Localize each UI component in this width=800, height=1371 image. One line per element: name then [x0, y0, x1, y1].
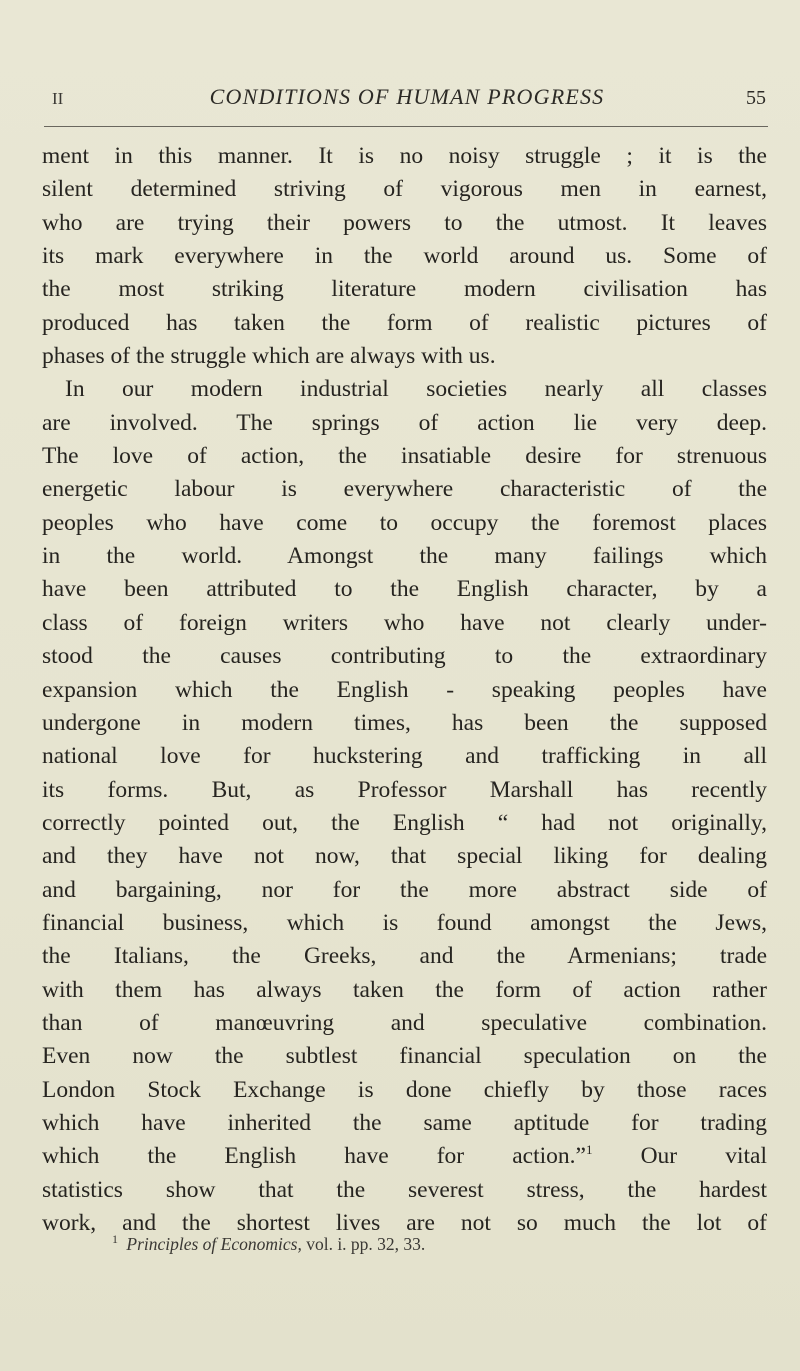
text-fragment: which the English have for action.”	[42, 1143, 586, 1170]
page-header	[42, 76, 772, 116]
text-line: silent determined striving of vigorous men in earnest,	[42, 176, 767, 203]
text-line: stood the causes contributing to the extraordinary	[42, 643, 767, 670]
text-line: have been attributed to the English character, by a	[42, 576, 767, 603]
text-line: who are trying their powers to the utmost. It leaves	[42, 209, 767, 236]
text-line: class of foreign writers who have not clearly under-	[42, 609, 767, 636]
text-line: ment in this manner. It is no noisy struggle ; it is the	[42, 143, 767, 169]
text-line: London Stock Exchange is done chiefly by those races	[42, 1076, 767, 1103]
text-line: expansion which the English - speaking peoples have	[42, 676, 767, 703]
footnote-reference: 1	[585, 1142, 593, 1158]
text-line: and they have not now, that special liking for dealing	[42, 843, 767, 870]
text-line: The love of action, the insatiable desire for strenuous	[42, 443, 767, 470]
text-line: the most striking literature modern civilisation has	[42, 276, 767, 303]
text-line: correctly pointed out, the English “ had not originally,	[42, 809, 767, 836]
text-line: than of manœuvring and speculative combination.	[42, 1009, 767, 1036]
text-line: undergone in modern times, has been the supposed	[42, 709, 767, 736]
text-line: which have inherited the same aptitude for trading	[42, 1109, 767, 1136]
text-line: produced has taken the form of realistic pictures of	[42, 309, 767, 336]
text-line: In our modern industrial societies nearly all classes	[65, 376, 767, 403]
text-line: with them has always taken the form of action rather	[42, 976, 767, 1003]
text-line: and bargaining, nor for the more abstract side of	[42, 876, 767, 903]
text-line: peoples who have come to occupy the foremost places	[42, 509, 767, 536]
footnote-marker: 1	[112, 1232, 118, 1246]
body-text	[42, 140, 767, 1240]
text-fragment: Our vital	[640, 1143, 767, 1170]
text-line: the Italians, the Greeks, and the Armenians; trade	[42, 943, 767, 970]
text-line: energetic labour is everywhere characteristic of the	[42, 476, 767, 503]
text-line: phases of the struggle which are always with us.	[42, 343, 496, 370]
footnote-title: Principles of Economics,	[126, 1234, 302, 1254]
text-line: national love for huckstering and trafficking in all	[42, 743, 767, 770]
text-line: in the world. Amongst the many failings which	[42, 543, 767, 570]
text-line: work, and the shortest lives are not so much the lot of	[42, 1210, 767, 1236]
header-rule	[44, 126, 768, 127]
running-title: CONDITIONS OF HUMAN PROGRESS	[209, 84, 605, 109]
footnote	[112, 1232, 425, 1255]
footnote-citation: vol. i. pp. 32, 33.	[306, 1234, 426, 1254]
text-line: statistics show that the severest stress, the hardest	[42, 1176, 767, 1203]
page-number: 55	[746, 87, 766, 109]
text-line-with-footnote-ref	[42, 1140, 767, 1173]
chapter-number: II	[52, 89, 64, 108]
text-line: are involved. The springs of action lie very deep.	[42, 409, 767, 436]
text-line: its mark everywhere in the world around us. Some of	[42, 243, 767, 270]
text-line: its forms. But, as Professor Marshall has recently	[42, 776, 767, 803]
text-line: financial business, which is found amongst the Jews,	[42, 909, 767, 936]
text-line: Even now the subtlest financial speculation on the	[42, 1043, 767, 1070]
